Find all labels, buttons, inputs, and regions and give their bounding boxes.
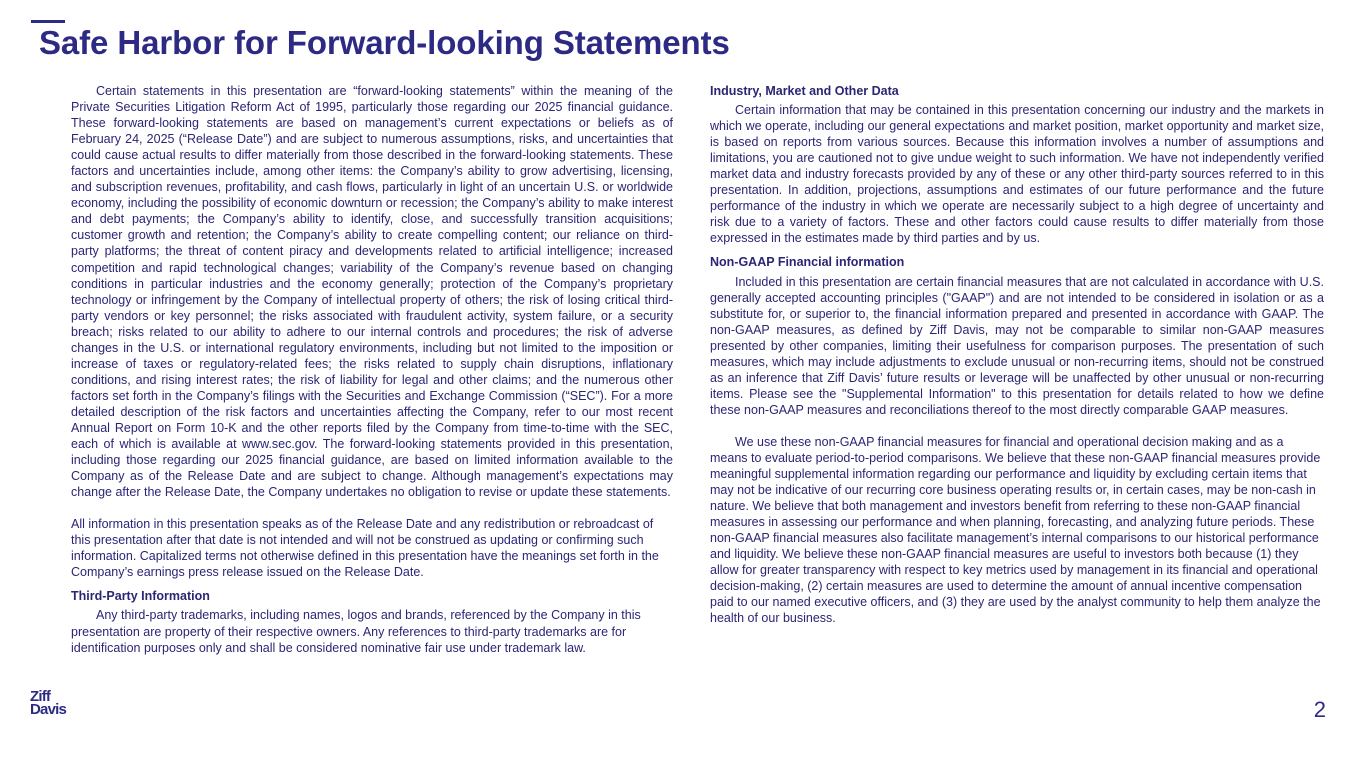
nongaap-heading: Non-GAAP Financial information — [710, 255, 905, 270]
title-accent-bar — [31, 20, 65, 23]
spacer — [71, 500, 673, 516]
logo-line-2: Davis — [30, 701, 67, 718]
industry-paragraph: Certain information that may be contained in this presentation concerning our industry and the markets in which we operate, including our general expectations and market position, market opportunity and market size, is based on reports from various sources. Because this information involves a number of assumptions and limitations, you are cautioned not to give undue weight to such information. We have not independently verified market data and industry forecasts provided by any of these or any other third-party sources referred to in this presentation. In addition, projections, assumptions and estimates of our future performance and the future performance of the industry in which we operate are necessarily subject to a high degree of uncertainty and risk due to a variety of factors. These and other factors could cause results to differ materially from those expressed in the estimates made by third parties and by us. — [710, 103, 1324, 246]
spacer — [710, 418, 1324, 434]
safe-harbor-paragraph: Certain statements in this presentation are “forward-looking statements” within the meaning of the Private Securities Litigation Reform Act of 1995, particularly those regarding our 2025 financial guidance. These forward-looking statements are based on management’s current expectations or beliefs as of February 24, 2025 (“Release Date”) and are subject to numerous assumptions, risks, and uncertainties that could cause actual results to differ materially from those described in the forward-looking statements. These factors and uncertainties include, among other items: the Company’s ability to grow advertising, licensing, and subscription revenues, profitability, and cash flows, particularly in light of an uncertain U.S. or worldwide economy, including the possibility of economic downturn or recession; the Company’s ability to make interest and debt payments; the Company’s ability to identify, close, and successfully transition acquisitions; customer growth and retention; the Company’s ability to create compelling content; our reliance on third-party platforms; the threat of content piracy and developments related to artificial intelligence; increased competition and rapid technological changes; variability of the Company’s revenue based on changing conditions in particular industries and the economy generally; protection of the Company’s proprietary technology or infringement by the Company of intellectual property of others; the risk of losing critical third-party vendors or key personnel; the risks associated with fraudulent activity, system failure, or a security breach; risks related to our ability to adhere to our internal controls and procedures; the risk of adverse changes in the U.S. or international regulatory environments, including but not limited to the imposition or increase of taxes or regulatory-related fees; the risks related to supply chain disruptions, inflationary conditions, and rising interest rates; the risk of liability for legal and other claims; and the numerous other factors set forth in the Company’s filings with the Securities and Exchange Commission (“SEC”). For a more detailed description of the risk factors and uncertainties affecting the Company, refer to our most recent Annual Report on Form 10-K and the other reports filed by the Company from time-to-time with the SEC, each of which is available at www.sec.gov. The forward-looking statements provided in this presentation, including those regarding our 2025 financial guidance, are based on limited information available to the Company as of the Release Date and are subject to change. Although management’s expectations may change after the Release Date, the Company undertakes no obligation to revise or update these statements. — [71, 84, 673, 500]
industry-heading: Industry, Market and Other Data — [710, 84, 899, 98]
logo-line-1: Ziff — [30, 688, 51, 705]
left-column — [71, 83, 673, 656]
third-party-heading: Third-Party Information — [71, 589, 210, 604]
right-column — [710, 83, 1324, 627]
page-number: 2 — [1313, 697, 1326, 722]
spacer — [710, 246, 1324, 254]
spacer — [71, 580, 673, 588]
third-party-paragraph: Any third-party trademarks, including names, logos and brands, referenced by the Company in this presentation are property of their respective owners. Any references to third-party trademarks are for identification purposes only and shall be considered nominative fair use under trademark law. — [71, 608, 641, 655]
ziff-davis-logo — [30, 690, 78, 720]
release-date-paragraph: All information in this presentation speaks as of the Release Date and any redistribution or rebroadcast of this presentation after that date is not intended and will not be construed as updating or confirming such information. Capitalized terms not otherwise defined in this presentation have the meanings set forth in the Company’s earnings press release issued on the Release Date. — [71, 517, 659, 580]
page-title: Safe Harbor for Forward-looking Statements — [39, 24, 730, 61]
nongaap-paragraph: Included in this presentation are certain financial measures that are not calculated in accordance with U.S. generally accepted accounting principles ("GAAP") and are not intended to be considered in isolation or as a substitute for, or superior to, the financial information prepared and presented in accordance with GAAP. The non-GAAP measures, as defined by Ziff Davis, may not be comparable to similar non-GAAP measures presented by other companies, limiting their usefulness for comparison purposes. The presentation of such measures, which may include adjustments to exclude unusual or non-recurring items, should not be construed as an inference that Ziff Davis’ future results or leverage will be unaffected by other unusual or non-recurring items. Please see the "Supplemental Information" to this presentation for details related to how we define these non-GAAP measures and reconciliations thereof to the most directly comparable GAAP measures. — [710, 274, 1324, 417]
nongaap-usage-paragraph: We use these non-GAAP financial measures for financial and operational decision making and as a means to evaluate period-to-period comparisons. We believe that these non-GAAP financial measures provide meaningful supplemental information regarding our performance and liquidity by excluding certain items that may not be indicative of our recurring core business operating results or, in certain cases, may be non-cash in nature. We believe that both management and investors benefit from referring to these non-GAAP financial measures in assessing our performance and when planning, forecasting, and analyzing future periods. These non-GAAP financial measures also facilitate management’s internal comparisons to our historical performance and liquidity. We believe these non-GAAP financial measures are useful to investors both because (1) they allow for greater transparency with respect to key metrics used by management in its financial and operational decision-making, (2) certain measures are used to determine the amount of annual incentive compensation paid to our named executive officers, and (3) they are used by the analyst community to help them analyze the health of our business. — [710, 434, 1321, 626]
